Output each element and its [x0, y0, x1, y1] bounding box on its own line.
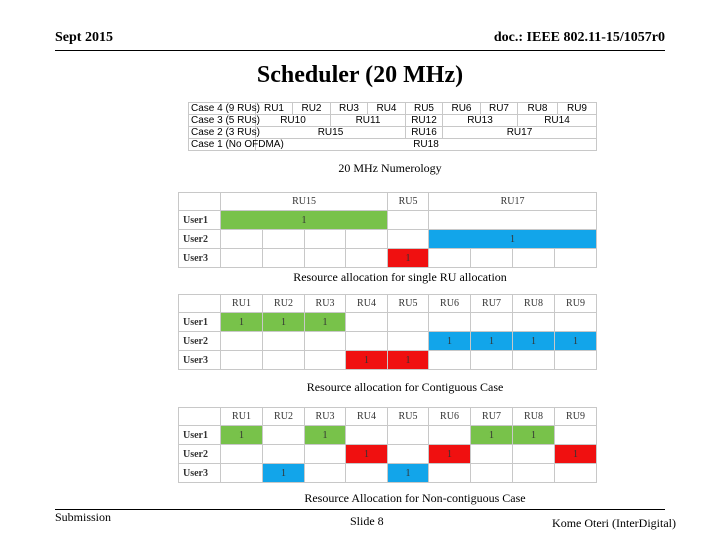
empty-cell	[346, 249, 388, 268]
empty-cell	[346, 230, 388, 249]
numerology-row-label: Case 4 (9 RUs)	[189, 103, 256, 115]
empty-cell	[305, 249, 346, 268]
ru-cell: RU15	[256, 127, 406, 139]
empty-cell	[263, 230, 305, 249]
allocation-cell: 1	[388, 351, 429, 370]
header-divider	[55, 50, 665, 51]
empty-cell	[429, 313, 471, 332]
user-label: User3	[179, 351, 221, 370]
empty-cell	[263, 351, 305, 370]
corner-cell	[179, 295, 221, 313]
user-label: User1	[179, 211, 221, 230]
allocation-cell: 1	[555, 332, 597, 351]
empty-cell	[429, 464, 471, 483]
empty-cell	[305, 351, 346, 370]
empty-cell	[471, 351, 513, 370]
allocation-cell: 1	[263, 313, 305, 332]
footer-submission: Submission	[55, 510, 112, 524]
ru-cell: RU8	[518, 103, 558, 115]
empty-cell	[263, 445, 305, 464]
empty-cell	[555, 313, 597, 332]
allocation-cell: 1	[221, 211, 388, 230]
single-ru-caption: Resource allocation for single RU allocation	[293, 270, 507, 284]
allocation-cell: 1	[429, 230, 597, 249]
ru-cell: RU7	[481, 103, 518, 115]
footer-author: Kome Oteri (InterDigital)	[552, 516, 676, 530]
numerology-row-label: Case 3 (5 RUs)	[189, 115, 256, 127]
allocation-cell: 1	[346, 445, 388, 464]
ru-header: RU4	[346, 408, 388, 426]
empty-cell	[555, 464, 597, 483]
allocation-cell: 1	[513, 426, 555, 445]
ru-header: RU6	[429, 408, 471, 426]
footer-slide-number: Slide 8	[350, 514, 384, 528]
empty-cell	[305, 464, 346, 483]
empty-cell	[471, 445, 513, 464]
contiguous-caption: Resource allocation for Contiguous Case	[306, 380, 504, 394]
allocation-cell: 1	[305, 313, 346, 332]
numerology-row-label: Case 1 (No OFDMA)	[189, 139, 256, 151]
allocation-cell: 1	[513, 332, 555, 351]
empty-cell	[513, 464, 555, 483]
allocation-cell: 1	[471, 332, 513, 351]
ru-cell: RU4	[368, 103, 406, 115]
empty-cell	[221, 332, 263, 351]
empty-cell	[429, 211, 597, 230]
empty-cell	[471, 313, 513, 332]
empty-cell	[263, 426, 305, 445]
numerology-row-label: Case 2 (3 RUs)	[189, 127, 256, 139]
empty-cell	[555, 249, 597, 268]
user-label: User3	[179, 464, 221, 483]
empty-cell	[221, 351, 263, 370]
ru-header: RU5	[388, 408, 429, 426]
empty-cell	[471, 464, 513, 483]
ru-cell: RU18	[256, 139, 597, 151]
ru-cell: RU9	[558, 103, 597, 115]
ru-header: RU3	[305, 408, 346, 426]
empty-cell	[513, 351, 555, 370]
ru-cell: RU14	[518, 115, 597, 127]
ru-cell: RU12	[406, 115, 443, 127]
empty-cell	[346, 426, 388, 445]
empty-cell	[555, 426, 597, 445]
empty-cell	[263, 249, 305, 268]
ru-header: RU2	[263, 408, 305, 426]
empty-cell	[388, 313, 429, 332]
ru-header: RU17	[429, 193, 597, 211]
empty-cell	[305, 332, 346, 351]
allocation-cell: 1	[388, 464, 429, 483]
ru-header: RU8	[513, 295, 555, 313]
non-contiguous-allocation-table	[178, 407, 597, 483]
allocation-cell: 1	[346, 351, 388, 370]
ru-cell: RU11	[331, 115, 406, 127]
ru-cell: RU13	[443, 115, 518, 127]
allocation-cell: 1	[221, 313, 263, 332]
ru-header: RU3	[305, 295, 346, 313]
ru-header: RU15	[221, 193, 388, 211]
empty-cell	[221, 249, 263, 268]
ru-header: RU1	[221, 295, 263, 313]
ru-cell: RU2	[293, 103, 331, 115]
allocation-cell: 1	[429, 332, 471, 351]
empty-cell	[388, 426, 429, 445]
empty-cell	[429, 351, 471, 370]
corner-cell	[179, 408, 221, 426]
header-doc-id: doc.: IEEE 802.11-15/1057r0	[493, 30, 665, 45]
ru-cell: RU5	[406, 103, 443, 115]
allocation-cell: 1	[429, 445, 471, 464]
ru-header: RU8	[513, 408, 555, 426]
ru-header: RU9	[555, 408, 597, 426]
empty-cell	[388, 211, 429, 230]
empty-cell	[388, 445, 429, 464]
single-ru-allocation-table	[178, 192, 597, 268]
user-label: User1	[179, 426, 221, 445]
empty-cell	[346, 464, 388, 483]
ru-header: RU7	[471, 408, 513, 426]
user-label: User2	[179, 230, 221, 249]
ru-header: RU2	[263, 295, 305, 313]
empty-cell	[263, 332, 305, 351]
empty-cell	[305, 445, 346, 464]
user-label: User2	[179, 445, 221, 464]
empty-cell	[221, 464, 263, 483]
ru-cell: RU17	[443, 127, 597, 139]
empty-cell	[513, 249, 555, 268]
allocation-cell: 1	[221, 426, 263, 445]
empty-cell	[221, 230, 263, 249]
empty-cell	[513, 445, 555, 464]
footer-divider	[55, 509, 665, 510]
empty-cell	[388, 230, 429, 249]
non-contiguous-caption: Resource Allocation for Non-contiguous Case	[304, 491, 526, 505]
ru-cell: RU1	[256, 103, 293, 115]
allocation-cell: 1	[388, 249, 429, 268]
empty-cell	[221, 445, 263, 464]
ru-cell: RU3	[331, 103, 368, 115]
ru-header: RU9	[555, 295, 597, 313]
ru-cell: RU16	[406, 127, 443, 139]
allocation-cell: 1	[555, 445, 597, 464]
allocation-cell: 1	[263, 464, 305, 483]
numerology-caption: 20 MHz Numerology	[338, 161, 442, 175]
slide-title: Scheduler (20 MHz)	[256, 62, 464, 88]
ru-header: RU4	[346, 295, 388, 313]
user-label: User2	[179, 332, 221, 351]
user-label: User3	[179, 249, 221, 268]
ru-cell: RU10	[256, 115, 331, 127]
ru-header: RU5	[388, 193, 429, 211]
empty-cell	[346, 332, 388, 351]
ru-cell: RU6	[443, 103, 481, 115]
allocation-cell: 1	[305, 426, 346, 445]
empty-cell	[555, 351, 597, 370]
corner-cell	[179, 193, 221, 211]
empty-cell	[305, 230, 346, 249]
allocation-cell: 1	[471, 426, 513, 445]
ru-header: RU1	[221, 408, 263, 426]
user-label: User1	[179, 313, 221, 332]
ru-header: RU7	[471, 295, 513, 313]
empty-cell	[346, 313, 388, 332]
numerology-table	[188, 102, 597, 151]
empty-cell	[388, 332, 429, 351]
header-date: Sept 2015	[55, 30, 113, 45]
ru-header: RU6	[429, 295, 471, 313]
empty-cell	[513, 313, 555, 332]
contiguous-allocation-table	[178, 294, 597, 370]
ru-header: RU5	[388, 295, 429, 313]
empty-cell	[429, 249, 471, 268]
empty-cell	[429, 426, 471, 445]
empty-cell	[471, 249, 513, 268]
